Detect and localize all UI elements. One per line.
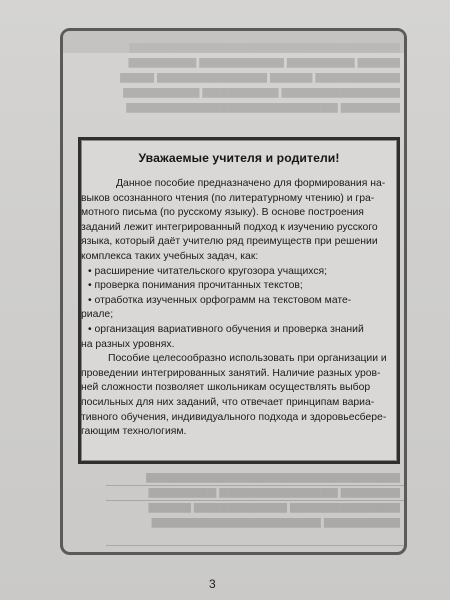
text-line: мотного письма (по русскому языку). В основе построения [81, 207, 364, 219]
show-through-text: ▆▆▆▆▆ ▆▆▆▆▆▆▆▆ ▆▆▆▆▆▆▆▆▆▆ ▆▆▆▆▆▆▆▆ ▆▆▆▆▆▆▆▆▆▆ ▆▆▆▆▆ ▆▆▆▆▆▆▆▆▆▆▆▆▆ ▆▆▆▆ ▆▆▆▆▆▆▆▆▆▆▆▆▆▆ ▆▆▆▆▆▆▆▆▆ ▆▆▆▆▆▆▆▆▆ ▆▆▆▆▆▆▆ ▆▆▆▆▆▆▆▆▆▆▆▆▆▆▆▆▆▆▆▆▆▆▆▆▆ [120, 56, 400, 113]
bullet-item: • расширение читательского кругозора учащихся; [88, 265, 328, 277]
show-through-text-lower: ▆▆▆▆▆▆▆▆▆▆▆▆▆▆▆▆▆▆▆▆▆▆▆▆▆▆▆▆▆▆ ▆▆▆▆▆▆▆ ▆▆▆▆▆▆▆▆▆▆▆▆▆▆ ▆▆▆▆▆▆▆▆ ▆▆▆▆▆▆▆▆▆▆▆▆▆ ▆▆▆▆▆▆▆▆▆▆▆ ▆▆▆▆▆ ▆▆▆▆▆▆▆▆▆ ▆▆▆▆▆▆▆▆▆▆▆▆▆▆▆▆▆▆▆▆ [146, 471, 400, 528]
bullet-item: • организация вариативного обучения и проверка знаний [88, 323, 364, 335]
ruled-line [106, 485, 404, 486]
bullet-item: • отработка изученных орфограмм на текстовом мате- [88, 294, 352, 306]
text-line: тивного обучения, индивидуального подхода и здоровьесбере- [81, 411, 387, 423]
text-line: на разных уровнях. [81, 338, 175, 350]
text-line: риале; [81, 309, 114, 321]
text-line: языка, который даёт учителю ряд преимуществ при решении [81, 236, 378, 248]
ruled-line [106, 500, 404, 501]
text-line: выков осознанного чтения (по литературному чтению) и гра- [81, 192, 375, 204]
page-number: 3 [209, 577, 216, 591]
text-line: посильных для них заданий, что отвечает принципам вариа- [81, 396, 375, 408]
text-line: ней сложности позволяет школьникам осуществлять выбор [81, 382, 371, 394]
text-line: заданий лежит интегрированный подход к изучению русского [81, 221, 378, 233]
text-line: Данное пособие предназначено для формирования на- [116, 178, 386, 189]
text-line: проведении интегрированных занятий. Наличие разных уров- [81, 367, 381, 379]
text-line: Пособие целесообразно использовать при организации и [108, 353, 387, 365]
bullet-item: • проверка понимания прочитанных текстов; [88, 280, 303, 292]
text-line: комплекса таких учебных задач, как: [81, 250, 259, 262]
notice-title: Уважаемые учителя и родители! [138, 151, 340, 165]
ruled-line [106, 545, 404, 546]
text-line: гающим технологиям. [81, 426, 187, 438]
frame-header-band [63, 31, 404, 53]
notice-body [81, 177, 450, 440]
notice-box [78, 137, 400, 464]
